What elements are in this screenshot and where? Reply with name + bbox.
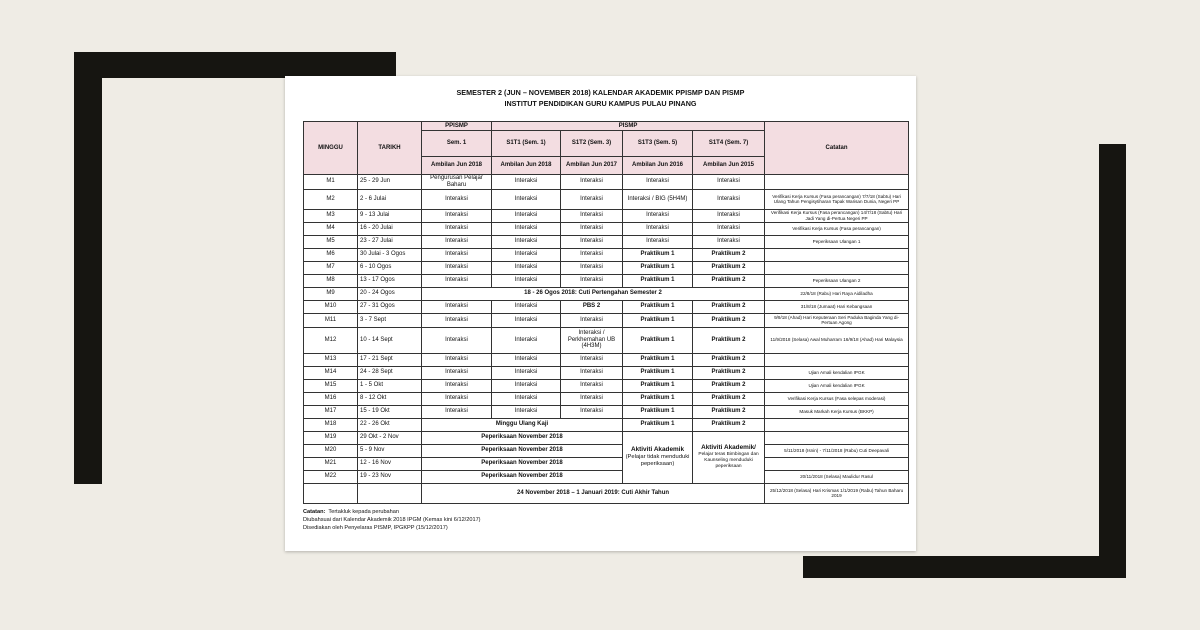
cell-activity: Interaksi [422, 189, 492, 209]
cell-activity: Praktikum 1 [623, 274, 693, 287]
cell-activity: Interaksi [561, 274, 623, 287]
cell-activity: Interaksi [492, 274, 561, 287]
cell-activity: Interaksi [422, 392, 492, 405]
cell-tarikh [358, 483, 422, 503]
cell-minggu: M7 [304, 261, 358, 274]
calendar-table [303, 121, 909, 504]
cell-catatan: 22/8/18 (Rabu) Hari Raya Aidiladha [765, 287, 909, 300]
cell-minggu: M6 [304, 248, 358, 261]
cell-activity: Praktikum 1 [623, 353, 693, 366]
cell-catatan: Peperiksaan Ulangan 2 [765, 274, 909, 287]
cell-tarikh: 9 - 13 Julai [358, 209, 422, 222]
cell-minggu: M20 [304, 444, 358, 457]
table-row [304, 300, 909, 313]
cell-minggu: M2 [304, 189, 358, 209]
header-ppismp: PPISMP [422, 122, 492, 131]
cell-mid-semester-break: 18 - 26 Ogos 2018: Cuti Pertengahan Semester 2 [422, 287, 765, 300]
cell-activity: Interaksi [422, 405, 492, 418]
cell-activity: Interaksi [561, 353, 623, 366]
cell-activity: Interaksi [561, 261, 623, 274]
cell-catatan: 25/12/2018 (Selasa) Hari Krismas 1/1/2019 (Rabu) Tahun Baharu 2019 [765, 483, 909, 503]
cell-activity: Interaksi [623, 235, 693, 248]
cell-catatan [765, 418, 909, 431]
cell-activity: Interaksi [492, 313, 561, 327]
cell-minggu: M18 [304, 418, 358, 431]
cell-activity: Praktikum 2 [693, 353, 765, 366]
cell-activity: Interaksi [422, 379, 492, 392]
header-group-code: Sem. 1 [422, 131, 492, 157]
cell-tarikh: 6 - 10 Ogos [358, 261, 422, 274]
cell-catatan: Ujian Amali kendalian IPGK [765, 366, 909, 379]
cell-activity: Interaksi [422, 274, 492, 287]
header-group-intake: Ambilan Jun 2015 [693, 157, 765, 175]
cell-tarikh: 30 Julai - 3 Ogos [358, 248, 422, 261]
cell-activity: Pengurusan Pelajar Baharu [422, 175, 492, 190]
cell-activity: Praktikum 2 [693, 405, 765, 418]
table-row [304, 470, 909, 483]
cell-catatan: 9/9/18 (Ahad) Hari Keputeraan Seri Paduka Baginda Yang di-Pertuan Agong [765, 313, 909, 327]
cell-activity: Praktikum 1 [623, 327, 693, 353]
cell-activity: Interaksi [561, 313, 623, 327]
cell-academic-activity-s1t3 [623, 431, 693, 483]
cell-catatan [765, 261, 909, 274]
cell-catatan: Verifikasi Kerja Kursus (Fasa perancangan) 7/7/18 (Sabtu) Hari Ulang Tahun Pengisytiharan Tapak Warisan Dunia, Negeri PP [765, 189, 909, 209]
cell-activity: Interaksi [422, 313, 492, 327]
table-row [304, 287, 909, 300]
cell-activity: Praktikum 1 [623, 418, 693, 431]
cell-tarikh: 13 - 17 Ogos [358, 274, 422, 287]
table-row [304, 444, 909, 457]
cell-activity: Praktikum 1 [623, 366, 693, 379]
cell-activity: Interaksi [693, 235, 765, 248]
table-row [304, 431, 909, 444]
cell-activity: Interaksi [492, 379, 561, 392]
cell-activity: Interaksi [561, 175, 623, 190]
cell-activity: Interaksi [422, 222, 492, 235]
header-group-intake: Ambilan Jun 2017 [561, 157, 623, 175]
cell-exam: Peperiksaan November 2018 [422, 457, 623, 470]
cell-activity: Interaksi [422, 261, 492, 274]
cell-activity: Interaksi [561, 392, 623, 405]
cell-catatan [765, 353, 909, 366]
cell-minggu: M3 [304, 209, 358, 222]
cell-tarikh: 20 - 24 Ogos [358, 287, 422, 300]
cell-year-end-break: 24 November 2018 – 1 Januari 2019: Cuti Akhir Tahun [422, 483, 765, 503]
cell-minggu: M11 [304, 313, 358, 327]
academic-activity-note: (Pelajar tidak menduduki peperiksaan) [625, 454, 690, 468]
cell-minggu: M22 [304, 470, 358, 483]
header-group-code: S1T4 (Sem. 7) [693, 131, 765, 157]
cell-activity: Interaksi [422, 353, 492, 366]
table-row [304, 209, 909, 222]
table-row [304, 483, 909, 503]
cell-tarikh: 10 - 14 Sept [358, 327, 422, 353]
cell-activity: Interaksi / Perkhemahan UB (4H3M) [561, 327, 623, 353]
header-group-intake: Ambilan Jun 2018 [422, 157, 492, 175]
cell-activity: Interaksi [561, 405, 623, 418]
cell-activity: Interaksi [492, 327, 561, 353]
table-header [304, 122, 909, 175]
cell-catatan: Verifikasi Kerja Kursus (Fasa perancangan) 14/7/18 (Sabtu) Hari Jadi Yang di-Pertua Negeri PP [765, 209, 909, 222]
cell-activity: Praktikum 2 [693, 327, 765, 353]
header-catatan: Catatan [765, 122, 909, 175]
cell-minggu: M21 [304, 457, 358, 470]
cell-exam: Peperiksaan November 2018 [422, 470, 623, 483]
academic-activity-title: Aktiviti Akademik/ [701, 444, 756, 452]
header-group-code: S1T2 (Sem. 3) [561, 131, 623, 157]
cell-minggu: M15 [304, 379, 358, 392]
cell-activity: Interaksi [492, 392, 561, 405]
table-row [304, 175, 909, 190]
cell-tarikh: 2 - 6 Julai [358, 189, 422, 209]
header-minggu: MINGGU [304, 122, 358, 175]
cell-tarikh: 29 Okt - 2 Nov [358, 431, 422, 444]
cell-tarikh: 27 - 31 Ogos [358, 300, 422, 313]
header-group-code: S1T3 (Sem. 5) [623, 131, 693, 157]
table-row [304, 379, 909, 392]
cell-tarikh: 25 - 29 Jun [358, 175, 422, 190]
cell-minggu: M9 [304, 287, 358, 300]
cell-catatan: Masuk Markah Kerja Kursus (BKKP) [765, 405, 909, 418]
cell-activity: Interaksi [492, 353, 561, 366]
cell-minggu: M16 [304, 392, 358, 405]
cell-activity: Interaksi [492, 235, 561, 248]
cell-tarikh: 15 - 19 Okt [358, 405, 422, 418]
cell-tarikh: 3 - 7 Sept [358, 313, 422, 327]
cell-activity: Interaksi [693, 209, 765, 222]
cell-activity: Praktikum 2 [693, 313, 765, 327]
cell-activity: Interaksi [693, 189, 765, 209]
footer-line [303, 508, 481, 516]
cell-minggu: M14 [304, 366, 358, 379]
table-row [304, 313, 909, 327]
cell-activity: Praktikum 2 [693, 248, 765, 261]
cell-activity: Praktikum 1 [623, 405, 693, 418]
cell-activity: Interaksi [623, 222, 693, 235]
cell-activity: Interaksi [561, 379, 623, 392]
footer-text: Tertakluk kepada perubahan [328, 509, 399, 515]
header-pismp: PISMP [492, 122, 765, 131]
cell-activity: Interaksi [623, 175, 693, 190]
cell-revision-week: Minggu Ulang Kaji [422, 418, 623, 431]
document-title [285, 87, 916, 109]
cell-activity: Praktikum 2 [693, 274, 765, 287]
cell-catatan [765, 431, 909, 444]
cell-activity: Interaksi [693, 175, 765, 190]
table-row [304, 235, 909, 248]
cell-activity: Praktikum 1 [623, 313, 693, 327]
header-group-intake: Ambilan Jun 2016 [623, 157, 693, 175]
cell-catatan [765, 248, 909, 261]
table-row [304, 261, 909, 274]
cell-activity: Interaksi [492, 209, 561, 222]
cell-activity: Praktikum 1 [623, 379, 693, 392]
cell-catatan: 20/11/2018 (Selasa) Maulidur Rasul [765, 470, 909, 483]
cell-catatan: 31/8/18 (Jumaat) Hari Kebangsaan [765, 300, 909, 313]
cell-tarikh: 5 - 9 Nov [358, 444, 422, 457]
cell-activity: Praktikum 2 [693, 418, 765, 431]
title-line-1: SEMESTER 2 (JUN – NOVEMBER 2018) KALENDAR AKADEMIK PPISMP DAN PISMP [456, 88, 745, 97]
cell-activity: Praktikum 1 [623, 248, 693, 261]
cell-tarikh: 12 - 16 Nov [358, 457, 422, 470]
cell-minggu: M5 [304, 235, 358, 248]
cell-minggu: M12 [304, 327, 358, 353]
cell-activity: Interaksi [422, 366, 492, 379]
cell-catatan: Ujian Amali kendalian IPGK [765, 379, 909, 392]
cell-catatan: Peperiksaan Ulangan 1 [765, 235, 909, 248]
cell-minggu: M8 [304, 274, 358, 287]
cell-activity: Praktikum 1 [623, 300, 693, 313]
cell-activity: Praktikum 2 [693, 300, 765, 313]
header-group-code: S1T1 (Sem. 1) [492, 131, 561, 157]
cell-exam: Peperiksaan November 2018 [422, 431, 623, 444]
table-row [304, 405, 909, 418]
cell-activity: Interaksi [492, 261, 561, 274]
header-tarikh: TARIKH [358, 122, 422, 175]
table-row [304, 189, 909, 209]
cell-tarikh: 22 - 26 Okt [358, 418, 422, 431]
cell-activity: Interaksi / BIG (5H4M) [623, 189, 693, 209]
cell-tarikh: 8 - 12 Okt [358, 392, 422, 405]
cell-activity: Interaksi [422, 327, 492, 353]
cell-minggu: M4 [304, 222, 358, 235]
cell-activity: Interaksi [561, 222, 623, 235]
cell-activity: Interaksi [693, 222, 765, 235]
cell-minggu: M10 [304, 300, 358, 313]
footer-line: Disediakan oleh Penyelaras PISMP, IPGKPP (15/12/2017) [303, 525, 448, 531]
cell-academic-activity-s1t4 [693, 431, 765, 483]
calendar-document [285, 76, 916, 551]
cell-activity: Interaksi [623, 209, 693, 222]
cell-activity: Interaksi [561, 235, 623, 248]
cell-activity: Interaksi [492, 175, 561, 190]
cell-catatan [765, 175, 909, 190]
cell-minggu: M13 [304, 353, 358, 366]
cell-activity: Praktikum 2 [693, 366, 765, 379]
cell-catatan: Verifikasi Kerja Kursus (Fasa perancangan) [765, 222, 909, 235]
cell-activity: Interaksi [422, 209, 492, 222]
cell-activity: PBS 2 [561, 300, 623, 313]
cell-activity: Praktikum 1 [623, 392, 693, 405]
table-row [304, 248, 909, 261]
cell-tarikh: 23 - 27 Julai [358, 235, 422, 248]
cell-tarikh: 19 - 23 Nov [358, 470, 422, 483]
cell-activity: Interaksi [492, 300, 561, 313]
header-group-intake: Ambilan Jun 2018 [492, 157, 561, 175]
footer-line: Diubahsuai dari Kalendar Akademik 2018 IPGM (Kemas kini 6/12/2017) [303, 517, 481, 523]
cell-catatan: 5/11/2018 (Isnin) - 7/11/2018 (Rabu) Cuti Deepavali [765, 444, 909, 457]
footer-label: Catatan: [303, 509, 326, 515]
table-row [304, 274, 909, 287]
cell-tarikh: 24 - 28 Sept [358, 366, 422, 379]
table-row [304, 222, 909, 235]
cell-activity: Interaksi [492, 366, 561, 379]
cell-tarikh: 17 - 21 Sept [358, 353, 422, 366]
title-line-2: INSTITUT PENDIDIKAN GURU KAMPUS PULAU PINANG [504, 99, 697, 108]
table-row [304, 457, 909, 470]
cell-activity: Interaksi [492, 222, 561, 235]
cell-tarikh: 16 - 20 Julai [358, 222, 422, 235]
cell-activity: Interaksi [422, 300, 492, 313]
cell-catatan: 11/9/2018 (Selasa) Awal Muharram 16/9/18 (Ahad) Hari Malaysia [765, 327, 909, 353]
table-row [304, 366, 909, 379]
cell-tarikh: 1 - 5 Okt [358, 379, 422, 392]
cell-activity: Interaksi [422, 248, 492, 261]
table-row [304, 327, 909, 353]
cell-minggu [304, 483, 358, 503]
cell-activity: Praktikum 1 [623, 261, 693, 274]
academic-activity-title: Aktiviti Akademik [630, 446, 685, 454]
cell-activity: Interaksi [492, 189, 561, 209]
table-row [304, 392, 909, 405]
academic-activity-note: Pelajar teras Bimbingan dan Kaunseling menduduki peperiksaan [698, 452, 759, 469]
cell-activity: Interaksi [422, 235, 492, 248]
cell-minggu: M17 [304, 405, 358, 418]
cell-activity: Interaksi [561, 189, 623, 209]
cell-activity: Interaksi [561, 366, 623, 379]
document-footer [303, 508, 481, 532]
cell-catatan [765, 457, 909, 470]
cell-minggu: M19 [304, 431, 358, 444]
cell-activity: Praktikum 2 [693, 379, 765, 392]
cell-activity: Interaksi [561, 209, 623, 222]
cell-activity: Interaksi [492, 405, 561, 418]
cell-exam: Peperiksaan November 2018 [422, 444, 623, 457]
cell-catatan: Verifikasi Kerja Kursus (Fasa selepas moderasi) [765, 392, 909, 405]
cell-activity: Interaksi [492, 248, 561, 261]
table-row [304, 418, 909, 431]
cell-activity: Praktikum 2 [693, 261, 765, 274]
cell-activity: Interaksi [561, 248, 623, 261]
cell-activity: Praktikum 2 [693, 392, 765, 405]
cell-minggu: M1 [304, 175, 358, 190]
table-row [304, 353, 909, 366]
